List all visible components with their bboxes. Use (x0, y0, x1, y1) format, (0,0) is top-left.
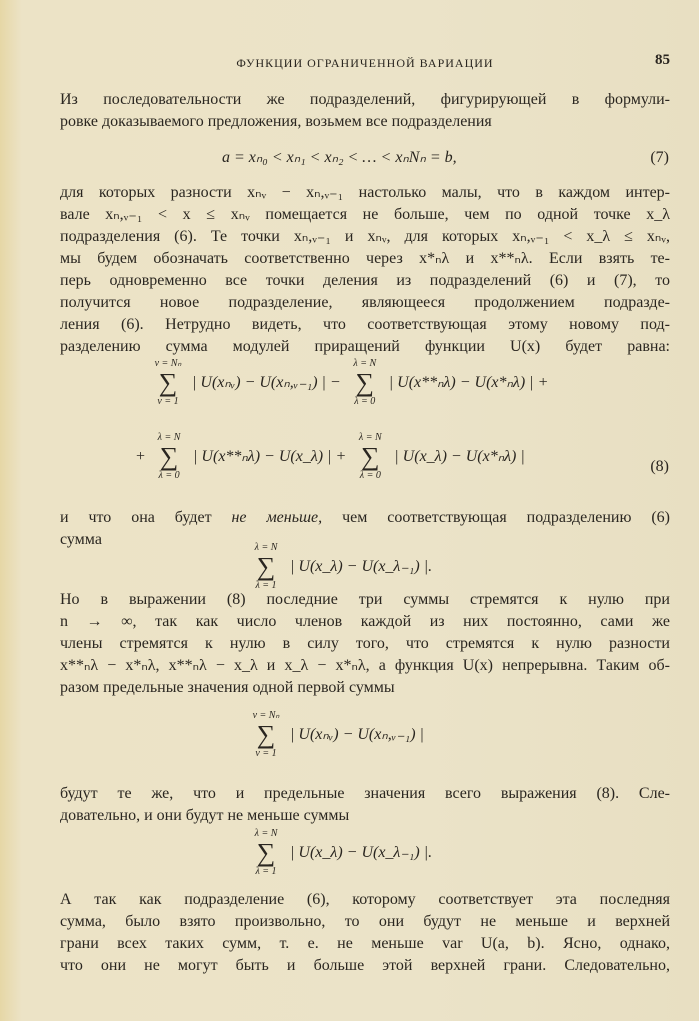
text-line: мы будем обозначать соответственно через x*ₙλ и x**ₙλ. Если взять те- (60, 250, 670, 267)
summation (248, 710, 284, 760)
text-line: разделению сумма модулей приращений функции U(x) будет равна: (60, 338, 670, 355)
text-line: Из последовательности же подразделений, фигурирующей в формули- (60, 91, 670, 108)
sum-upper-limit: λ = N (157, 432, 181, 443)
equation-number: (7) (650, 149, 669, 166)
sigma-symbol: ∑ (256, 552, 276, 581)
summation (150, 358, 186, 408)
running-title: ФУНКЦИИ ОГРАНИЧЕННОЙ ВАРИАЦИИ (236, 56, 494, 70)
text-line: получится новое подразделение, являющееся продолжением подразде- (60, 294, 670, 311)
sum-lower-limit: λ = 1 (255, 580, 277, 591)
text-line: n → ∞, так как число членов каждой из них постоянно, сами же (60, 613, 670, 630)
equation-8-line-1 (150, 358, 548, 408)
text-line: вале xₙ,ᵥ₋₁ < x ≤ xₙᵥ помещается не больше, чем по одной точке x_λ (60, 206, 670, 223)
summation (248, 828, 284, 878)
summation-row (248, 828, 432, 878)
text-line: члены стремятся к нулю в силу того, что стремятся к нулю разности (60, 635, 670, 652)
text-line: грани всех таких сумм, т. е. не меньше var U(a, b). Ясно, однако, (60, 935, 670, 952)
summation (347, 358, 383, 408)
page-number: 85 (655, 52, 670, 68)
sigma-symbol: ∑ (158, 368, 178, 397)
equation-term: | U(x_λ) − U(x_λ₋₁) |. (290, 558, 433, 575)
text-line: А так как подразделение (6), которому соответствует эта последняя (60, 891, 670, 908)
sum-upper-limit: λ = N (254, 542, 278, 553)
summation-row (248, 710, 424, 760)
summation (352, 432, 388, 482)
text-line: разом предельные значения одной первой суммы (60, 679, 395, 696)
text-line: перь одновременно все точки деления из подразделений (6) и (7), то (60, 272, 670, 289)
sigma-symbol: ∑ (256, 838, 276, 867)
text-line: что они не могут быть и больше этой верхней грани. Следовательно, (60, 957, 670, 974)
text-line: будут те же, что и предельные значения всего выражения (8). Сле- (60, 785, 670, 802)
equation-number: (8) (650, 458, 669, 475)
sum-upper-limit: ν = Nₙ (154, 358, 182, 369)
equation-8-line-2 (136, 432, 525, 482)
sigma-symbol: ∑ (361, 442, 380, 471)
sum-lower-limit: λ = 1 (255, 866, 277, 877)
text-line: ровке доказываемого предложения, возьмем все подразделения (60, 113, 492, 130)
sum-lower-limit: ν = 1 (255, 748, 277, 759)
text-line: сумма (60, 531, 102, 548)
summation (248, 542, 284, 592)
text-line: подразделения (6). Те точки xₙ,ᵥ₋₁ и xₙᵥ, для которых xₙ,ᵥ₋₁ < x_λ ≤ xₙᵥ, (60, 228, 670, 245)
sigma-symbol: ∑ (256, 720, 276, 749)
text-line: для которых разности xₙᵥ − xₙ,ᵥ₋₁ настолько малы, что в каждом интер- (60, 184, 670, 201)
sum-lower-limit: ν = 1 (157, 396, 179, 407)
sum-upper-limit: λ = N (254, 828, 278, 839)
sigma-symbol: ∑ (159, 442, 179, 471)
sum-upper-limit: ν = Nₙ (252, 710, 280, 721)
equation-term: | U(x**ₙλ) − U(x_λ) | + (193, 448, 347, 465)
text-line: ления (6). Нетрудно видеть, что соответствующая этому новому под- (60, 316, 670, 333)
text-line (60, 508, 670, 528)
equation-term: | U(xₙᵥ) − U(xₙ,ᵥ₋₁) | (290, 726, 424, 743)
sigma-symbol: ∑ (355, 368, 374, 397)
sum-lower-limit: λ = 0 (359, 470, 381, 481)
plus-sign: + (136, 448, 146, 465)
sum-lower-limit: λ = 0 (158, 470, 180, 481)
text-line: x**ₙλ − x*ₙλ, x**ₙλ − x_λ и x_λ − x*ₙλ, а функция U(x) непрерывна. Таким об- (60, 657, 670, 674)
equation-term: | U(xₙᵥ) − U(xₙ,ᵥ₋₁) | − (192, 374, 341, 391)
sum-lower-limit: λ = 0 (354, 396, 376, 407)
text: чем соответствующая подразделению (6) (322, 509, 671, 526)
equation-term: | U(x_λ) − U(x_λ₋₁) |. (290, 844, 433, 861)
equation-term: | U(x**ₙλ) − U(x*ₙλ) | + (388, 374, 549, 391)
sum-upper-limit: λ = N (353, 358, 377, 369)
text-line: сумма, было взято произвольно, то они будут не меньше и верхней (60, 913, 670, 930)
text-line: Но в выражении (8) последние три суммы стремятся к нулю при (60, 591, 670, 608)
text: и что она будет (60, 509, 232, 526)
summation (151, 432, 187, 482)
equation-7: a = xₙ₀ < xₙ₁ < xₙ₂ < … < xₙNₙ = b, (222, 149, 457, 166)
sum-upper-limit: λ = N (358, 432, 382, 443)
summation-row (248, 542, 432, 592)
emphasis-text: не меньше, (231, 509, 323, 526)
equation-term: | U(x_λ) − U(x*ₙλ) | (394, 448, 525, 465)
text-line: довательно, и они будут не меньше суммы (60, 807, 350, 824)
